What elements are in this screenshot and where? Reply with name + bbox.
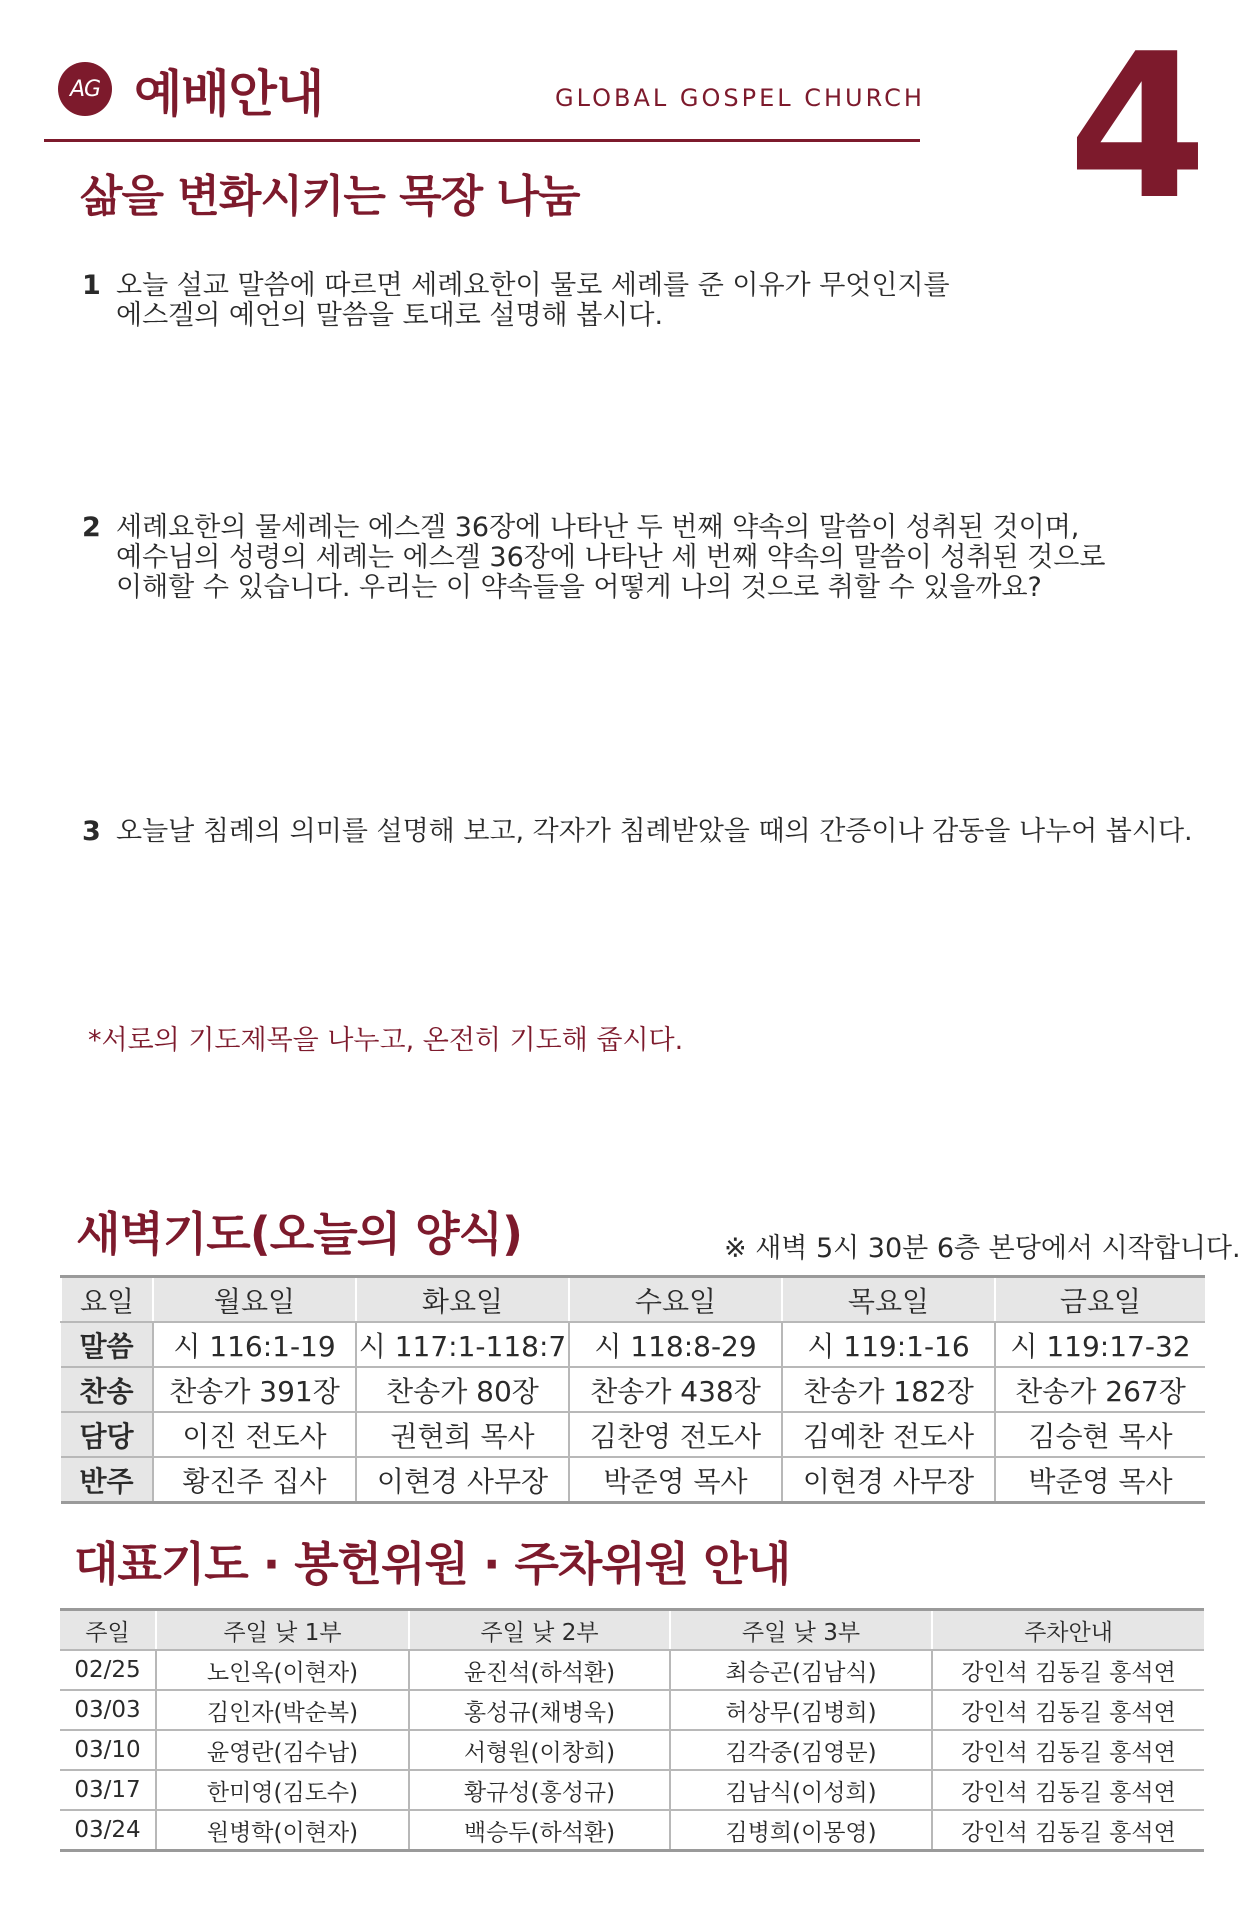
- row-header: 03/17: [60, 1770, 156, 1810]
- logo-text: AG: [69, 76, 101, 102]
- prayer-note: *서로의 기도제목을 나누고, 온전히 기도해 줍시다.: [88, 1025, 684, 1056]
- column-header: 월요일: [153, 1277, 356, 1323]
- header-divider: [44, 139, 920, 142]
- table-row: [61, 1457, 1205, 1503]
- table-cell: 허상무(김병희): [670, 1690, 932, 1730]
- question-line: 에스겔의 예언의 말씀을 토대로 설명해 봅시다.: [116, 300, 664, 331]
- question-line: 예수님의 성령의 세례는 에스겔 36장에 나타난 세 번째 약속의 말씀이 성취된 것으로: [116, 542, 1106, 573]
- question-1: [82, 271, 950, 331]
- column-header: 주일 낮 3부: [670, 1610, 932, 1651]
- representatives-title: 대표기도 · 봉헌위원 · 주차위원 안내: [74, 1537, 791, 1591]
- table-cell: 김예찬 전도사: [782, 1412, 995, 1457]
- table-cell: 이현경 사무장: [782, 1457, 995, 1503]
- table-cell: 김찬영 전도사: [569, 1412, 782, 1457]
- table-cell: 찬송가 391장: [153, 1367, 356, 1412]
- table-cell: 시 119:1-16: [782, 1322, 995, 1367]
- table-cell: 노인옥(이현자): [156, 1650, 409, 1690]
- column-header: 금요일: [995, 1277, 1205, 1323]
- table-cell: 김남식(이성희): [670, 1770, 932, 1810]
- table-cell: 박준영 목사: [569, 1457, 782, 1503]
- column-header: 주일 낮 1부: [156, 1610, 409, 1651]
- column-header: 화요일: [356, 1277, 569, 1323]
- dawn-prayer-title: 새벽기도(오늘의 양식): [76, 1207, 522, 1261]
- column-header: 주일 낮 2부: [409, 1610, 670, 1651]
- table-cell: 원병학(이현자): [156, 1810, 409, 1851]
- row-header: 반주: [61, 1457, 153, 1503]
- table-cell: 찬송가 80장: [356, 1367, 569, 1412]
- row-header: 03/10: [60, 1730, 156, 1770]
- table-cell: 최승곤(김남식): [670, 1650, 932, 1690]
- dawn-prayer-note: ※ 새벽 5시 30분 6층 본당에서 시작합니다.: [724, 1233, 1241, 1264]
- section-title: 삶을 변화시키는 목장 나눔: [80, 171, 580, 222]
- column-header: 주차안내: [932, 1610, 1204, 1651]
- question-line: 세례요한의 물세례는 에스겔 36장에 나타난 두 번째 약속의 말씀이 성취된 것이며,: [116, 512, 1080, 543]
- dawn-prayer-table: [60, 1275, 1205, 1504]
- table-cell: 김인자(박순복): [156, 1690, 409, 1730]
- question-number: 3: [82, 816, 101, 847]
- question-2: [82, 513, 1105, 603]
- table-cell: 윤영란(김수남): [156, 1730, 409, 1770]
- row-header: 03/24: [60, 1810, 156, 1851]
- table-cell: 김승현 목사: [995, 1412, 1205, 1457]
- table-cell: 백승두(하석환): [409, 1810, 670, 1851]
- question-line: 이해할 수 있습니다. 우리는 이 약속들을 어떻게 나의 것으로 취할 수 있을까요?: [116, 572, 1042, 603]
- table-cell: 강인석 김동길 홍석연: [932, 1810, 1204, 1851]
- table-row: [60, 1770, 1204, 1810]
- row-header: 03/03: [60, 1690, 156, 1730]
- table-cell: 강인석 김동길 홍석연: [932, 1650, 1204, 1690]
- table-cell: 황규성(홍성규): [409, 1770, 670, 1810]
- table-cell: 김각중(김영문): [670, 1730, 932, 1770]
- question-number: 1: [82, 270, 101, 301]
- row-header: 찬송: [61, 1367, 153, 1412]
- question-line: 오늘 설교 말씀에 따르면 세례요한이 물로 세례를 준 이유가 무엇인지를: [116, 270, 950, 301]
- table-cell: 시 119:17-32: [995, 1322, 1205, 1367]
- table-row: [61, 1322, 1205, 1367]
- table-cell: 찬송가 438장: [569, 1367, 782, 1412]
- table-row: [61, 1367, 1205, 1412]
- row-header: 담당: [61, 1412, 153, 1457]
- table-cell: 시 118:8-29: [569, 1322, 782, 1367]
- table-cell: 박준영 목사: [995, 1457, 1205, 1503]
- table-cell: 윤진석(하석환): [409, 1650, 670, 1690]
- column-header: 요일: [61, 1277, 153, 1323]
- table-row: [60, 1690, 1204, 1730]
- table-cell: 서형원(이창희): [409, 1730, 670, 1770]
- question-number: 2: [82, 512, 101, 543]
- table-cell: 이현경 사무장: [356, 1457, 569, 1503]
- table-row: [60, 1730, 1204, 1770]
- column-header: 수요일: [569, 1277, 782, 1323]
- table-row: [60, 1650, 1204, 1690]
- church-name: GLOBAL GOSPEL CHURCH: [555, 84, 925, 112]
- table-row: [60, 1810, 1204, 1851]
- column-header: 주일: [60, 1610, 156, 1651]
- table-cell: 한미영(김도수): [156, 1770, 409, 1810]
- table-cell: 찬송가 182장: [782, 1367, 995, 1412]
- table-cell: 찬송가 267장: [995, 1367, 1205, 1412]
- church-logo: [58, 62, 112, 116]
- table-cell: 이진 전도사: [153, 1412, 356, 1457]
- table-cell: 권현희 목사: [356, 1412, 569, 1457]
- table-cell: 강인석 김동길 홍석연: [932, 1690, 1204, 1730]
- row-header: 말씀: [61, 1322, 153, 1367]
- page-title: 예배안내: [134, 65, 324, 123]
- question-3: [82, 817, 1193, 847]
- table-cell: 시 117:1-118:7: [356, 1322, 569, 1367]
- question-line: 오늘날 침례의 의미를 설명해 보고, 각자가 침례받았을 때의 간증이나 감동을 나누어 봅시다.: [116, 816, 1193, 847]
- table-cell: 김병희(이몽영): [670, 1810, 932, 1851]
- page-number: 4: [1068, 11, 1208, 244]
- row-header: 02/25: [60, 1650, 156, 1690]
- column-header: 목요일: [782, 1277, 995, 1323]
- table-header-row: [60, 1610, 1204, 1651]
- table-cell: 홍성규(채병욱): [409, 1690, 670, 1730]
- table-cell: 강인석 김동길 홍석연: [932, 1730, 1204, 1770]
- table-cell: 황진주 집사: [153, 1457, 356, 1503]
- table-header-row: [61, 1277, 1205, 1323]
- table-cell: 강인석 김동길 홍석연: [932, 1770, 1204, 1810]
- table-row: [61, 1412, 1205, 1457]
- table-cell: 시 116:1-19: [153, 1322, 356, 1367]
- representatives-table: [60, 1608, 1204, 1852]
